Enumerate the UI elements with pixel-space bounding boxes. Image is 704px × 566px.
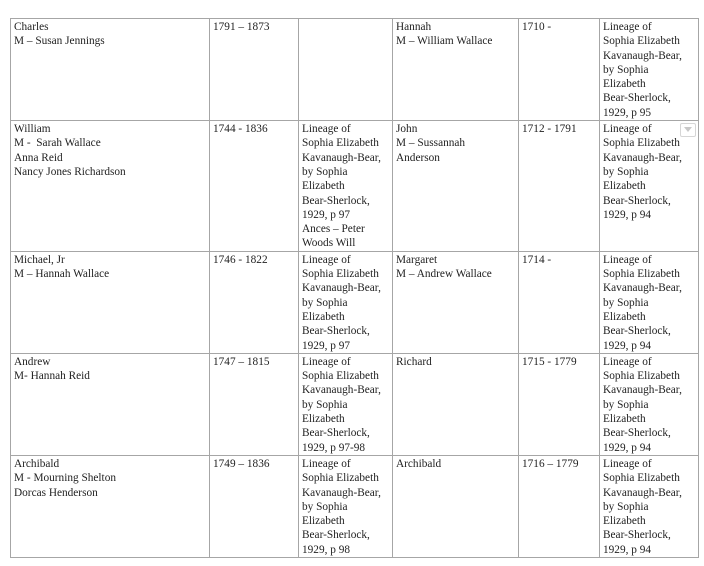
cell-text-line: 1929, p 94 bbox=[603, 208, 652, 221]
cell-text-line: 1747 – 1815 bbox=[213, 355, 270, 368]
cell-text-line: Sophia Elizabeth bbox=[302, 137, 379, 150]
cell-right-source[interactable] bbox=[600, 19, 699, 121]
cell-left-source[interactable] bbox=[299, 353, 393, 455]
cell-text-line: Bear-Sherlock, bbox=[302, 529, 370, 542]
cell-text-line: Lineage of bbox=[603, 253, 652, 266]
cell-text-line: Bear-Sherlock, bbox=[603, 325, 671, 338]
cell-left-person[interactable] bbox=[11, 353, 210, 455]
cell-text-line: Sophia Elizabeth bbox=[603, 370, 680, 383]
cell-text-line: 1744 - 1836 bbox=[213, 123, 268, 136]
cell-left-source[interactable] bbox=[299, 19, 393, 121]
cell-text-line: Sophia Elizabeth bbox=[603, 268, 680, 281]
cell-left-person[interactable] bbox=[11, 251, 210, 353]
cell-text-line: 1929, p 97 bbox=[302, 339, 351, 352]
cell-text-line: Bear-Sherlock, bbox=[603, 92, 671, 105]
cell-text-line: by Sophia bbox=[302, 296, 348, 309]
cell-text-line: Anderson bbox=[396, 151, 440, 164]
cell-text-line: Kavanaugh-Bear, bbox=[603, 151, 682, 164]
cell-text-line: Elizabeth bbox=[603, 310, 646, 323]
cell-text-line: 1712 - 1791 bbox=[522, 123, 577, 136]
cell-right-person[interactable] bbox=[393, 19, 519, 121]
cell-text-line: Sophia Elizabeth bbox=[603, 472, 680, 485]
cell-right-source[interactable] bbox=[600, 353, 699, 455]
cell-text-line: Lineage of bbox=[603, 355, 652, 368]
cell-text-line: Nancy Jones Richardson bbox=[14, 165, 126, 178]
table-row bbox=[11, 353, 699, 455]
table-row bbox=[11, 251, 699, 353]
cell-text-line: by Sophia bbox=[603, 296, 649, 309]
cell-text-line: Archibald bbox=[396, 457, 442, 470]
cell-text-line: Andrew bbox=[14, 355, 51, 368]
cell-text-line: 1791 – 1873 bbox=[213, 21, 270, 33]
cell-text-line: Bear-Sherlock, bbox=[603, 194, 671, 207]
cell-text-line: Woods Will bbox=[302, 237, 356, 250]
cell-text-line: Lineage of bbox=[603, 457, 652, 470]
cell-text-line: Dorcas Henderson bbox=[14, 486, 98, 499]
cell-text-line: by Sophia bbox=[302, 398, 348, 411]
cell-left-dates[interactable] bbox=[210, 251, 299, 353]
cell-text-line: Sophia Elizabeth bbox=[302, 370, 379, 383]
cell-text-line: Bear-Sherlock, bbox=[603, 529, 671, 542]
cell-text-line: Kavanaugh-Bear, bbox=[603, 384, 682, 397]
cell-text-line: Kavanaugh-Bear, bbox=[302, 384, 381, 397]
cell-menu-button[interactable] bbox=[680, 123, 696, 137]
cell-text-line: William bbox=[14, 123, 51, 136]
cell-text-line: Kavanaugh-Bear, bbox=[603, 49, 682, 62]
cell-text-line: Archibald bbox=[14, 457, 60, 470]
cell-text-line: by Sophia bbox=[603, 63, 649, 76]
cell-text-line: Sophia Elizabeth bbox=[603, 137, 680, 150]
cell-text-line: 1929, p 94 bbox=[603, 543, 652, 556]
cell-right-person[interactable] bbox=[393, 251, 519, 353]
cell-text-line: Bear-Sherlock, bbox=[302, 427, 370, 440]
cell-text-line: 1716 – 1779 bbox=[522, 457, 579, 470]
cell-text-line: Michael, Jr bbox=[14, 253, 65, 266]
cell-text-line: Sophia Elizabeth bbox=[603, 35, 680, 48]
cell-right-dates[interactable] bbox=[519, 19, 600, 121]
cell-text-line: by Sophia bbox=[603, 500, 649, 513]
cell-text-line: 1929, p 97 bbox=[302, 208, 351, 221]
cell-text-line: 1929, p 95 bbox=[603, 106, 652, 119]
cell-text-line: Elizabeth bbox=[603, 78, 646, 91]
cell-text-line: Richard bbox=[396, 355, 432, 368]
table-row bbox=[11, 19, 699, 121]
cell-text-line: Elizabeth bbox=[603, 413, 646, 426]
cell-text-line: 1929, p 97-98 bbox=[302, 441, 366, 454]
cell-text-line: 1929, p 94 bbox=[603, 441, 652, 454]
cell-text-line: Sophia Elizabeth bbox=[302, 472, 379, 485]
cell-text-line: Elizabeth bbox=[302, 180, 345, 193]
cell-text-line: by Sophia bbox=[302, 165, 348, 178]
table-row bbox=[11, 121, 699, 252]
cell-text-line: Elizabeth bbox=[603, 180, 646, 193]
cell-text-line: Kavanaugh-Bear, bbox=[603, 486, 682, 499]
cell-text-line: by Sophia bbox=[302, 500, 348, 513]
cell-text-line: M – Andrew Wallace bbox=[396, 268, 492, 281]
cell-text-line: Lineage of bbox=[603, 21, 652, 33]
cell-right-person[interactable] bbox=[393, 455, 519, 557]
cell-right-source[interactable] bbox=[600, 121, 699, 252]
cell-text-line: Elizabeth bbox=[302, 310, 345, 323]
chevron-down-icon bbox=[684, 127, 692, 132]
cell-text-line: Kavanaugh-Bear, bbox=[302, 282, 381, 295]
cell-text-line: Ances – Peter bbox=[302, 223, 365, 236]
cell-text-line: M - Mourning Shelton bbox=[14, 472, 116, 485]
cell-text-line: Kavanaugh-Bear, bbox=[302, 151, 381, 164]
cell-text-line: Kavanaugh-Bear, bbox=[603, 282, 682, 295]
cell-text-line: 1710 - bbox=[522, 21, 552, 33]
cell-left-source[interactable] bbox=[299, 121, 393, 252]
cell-right-dates[interactable] bbox=[519, 353, 600, 455]
cell-left-dates[interactable] bbox=[210, 353, 299, 455]
cell-text-line: M- Hannah Reid bbox=[14, 370, 90, 383]
cell-text-line: Bear-Sherlock, bbox=[603, 427, 671, 440]
cell-text-line: Margaret bbox=[396, 253, 438, 266]
cell-text-line: 1929, p 98 bbox=[302, 543, 351, 556]
cell-text-line: by Sophia bbox=[603, 165, 649, 178]
cell-left-person[interactable] bbox=[11, 455, 210, 557]
cell-text-line: 1749 – 1836 bbox=[213, 457, 270, 470]
cell-text-line: Elizabeth bbox=[302, 515, 345, 528]
cell-left-source[interactable] bbox=[299, 251, 393, 353]
cell-text-line: Elizabeth bbox=[603, 515, 646, 528]
lineage-table bbox=[10, 18, 699, 558]
cell-text-line: M – Sussannah bbox=[396, 137, 466, 150]
cell-text-line: Anna Reid bbox=[14, 151, 63, 164]
cell-left-dates[interactable] bbox=[210, 455, 299, 557]
cell-left-source[interactable] bbox=[299, 455, 393, 557]
cell-left-person[interactable] bbox=[11, 19, 210, 121]
cell-left-dates[interactable] bbox=[210, 19, 299, 121]
cell-text-line: Bear-Sherlock, bbox=[302, 194, 370, 207]
cell-left-dates[interactable] bbox=[210, 121, 299, 252]
cell-right-dates[interactable] bbox=[519, 121, 600, 252]
cell-text-line: Lineage of bbox=[302, 355, 351, 368]
cell-text-line: 1715 - 1779 bbox=[522, 355, 577, 368]
cell-text-line: by Sophia bbox=[603, 398, 649, 411]
cell-text-line: Lineage of bbox=[603, 123, 652, 136]
lineage-table-body bbox=[11, 19, 699, 558]
cell-text-line: Lineage of bbox=[302, 253, 351, 266]
cell-right-source[interactable] bbox=[600, 251, 699, 353]
cell-text-line: Elizabeth bbox=[302, 413, 345, 426]
cell-text-line: Kavanaugh-Bear, bbox=[302, 486, 381, 499]
cell-text-line: Sophia Elizabeth bbox=[302, 268, 379, 281]
cell-text-line: 1746 - 1822 bbox=[213, 253, 268, 266]
cell-right-dates[interactable] bbox=[519, 251, 600, 353]
cell-text-line: M – Hannah Wallace bbox=[14, 268, 110, 281]
cell-text-line: Lineage of bbox=[302, 457, 351, 470]
cell-right-person[interactable] bbox=[393, 353, 519, 455]
table-row bbox=[11, 455, 699, 557]
cell-text-line: M - Sarah Wallace bbox=[14, 137, 101, 150]
cell-left-person[interactable] bbox=[11, 121, 210, 252]
cell-right-source[interactable] bbox=[600, 455, 699, 557]
cell-text-line: Lineage of bbox=[302, 123, 351, 136]
cell-text-line: Hannah bbox=[396, 21, 432, 33]
cell-right-person[interactable] bbox=[393, 121, 519, 252]
cell-text-line: Bear-Sherlock, bbox=[302, 325, 370, 338]
cell-text-line: M – William Wallace bbox=[396, 35, 493, 48]
cell-text-line: Charles bbox=[14, 21, 49, 33]
cell-text-line: 1714 - bbox=[522, 253, 552, 266]
cell-text-line: 1929, p 94 bbox=[603, 339, 652, 352]
cell-text-line: M – Susan Jennings bbox=[14, 35, 105, 48]
cell-right-dates[interactable] bbox=[519, 455, 600, 557]
cell-text-line: John bbox=[396, 123, 418, 136]
